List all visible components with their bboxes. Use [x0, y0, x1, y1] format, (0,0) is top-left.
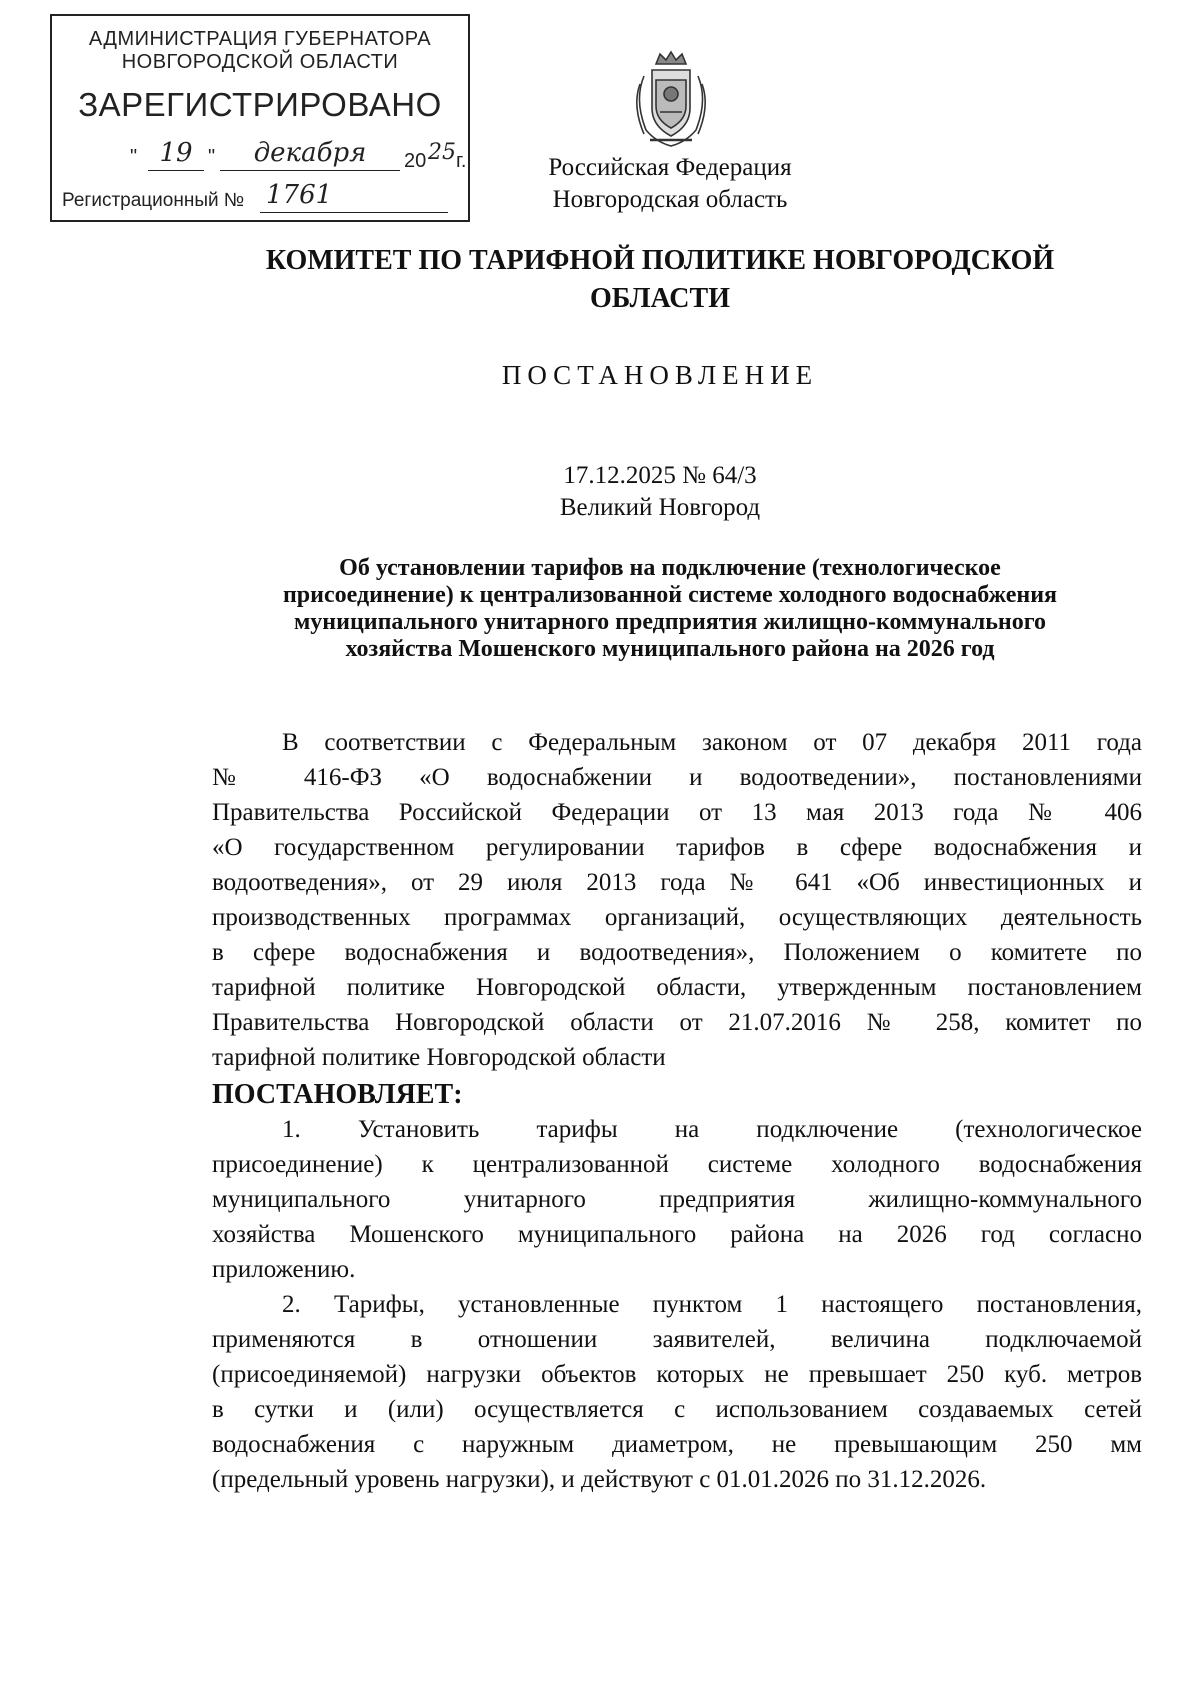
- committee-title-line1: КОМИТЕТ ПО ТАРИФНОЙ ПОЛИТИКЕ НОВГОРОДСКОЙ: [265, 245, 1055, 276]
- stamp-registration: [62, 180, 462, 212]
- registration-stamp: [50, 14, 470, 222]
- body-line: водоотведения», от 29 июля 2013 года № 641 «Об инвестиционных и: [212, 869, 1142, 896]
- body-line: № 416-ФЗ «О водоснабжении и водоотведении», постановлениями: [212, 764, 1142, 791]
- city: Великий Новгород: [559, 494, 761, 521]
- item1-line: 1. Установить тарифы на подключение (технологическое: [282, 1116, 1142, 1143]
- header-region: [540, 152, 800, 216]
- stamp-year-suffix: 25: [428, 140, 456, 165]
- title-line: присоединение) к централизованной системе холодного водоснабжения: [282, 582, 1058, 608]
- decree-heading: ПОСТАНОВЛЯЕТ:: [212, 1079, 463, 1110]
- date-and-number: 17.12.2025 № 64/3: [563, 462, 757, 489]
- country-name: Российская Федерация: [548, 154, 792, 181]
- item2-line: применяются в отношении заявителей, величина подключаемой: [212, 1326, 1142, 1353]
- item1-line: приложению.: [212, 1256, 356, 1283]
- item2-line: 2. Тарифы, установленные пунктом 1 настоящего постановления,: [282, 1291, 1142, 1318]
- committee-title: [240, 242, 1080, 318]
- stamp-date: [82, 138, 467, 180]
- stamp-month: декабря: [220, 138, 400, 171]
- body-line: тарифной политике Новгородской области, утвержденным постановлением: [212, 974, 1142, 1001]
- item2-line: (присоединяемой) нагрузки объектов которых не превышает 250 куб. метров: [212, 1361, 1142, 1388]
- stamp-year-prefix: 20: [404, 150, 427, 172]
- stamp-line-region: НОВГОРОДСКОЙ ОБЛАСТИ: [121, 51, 399, 73]
- body-line: «О государственном регулировании тарифов в сфере водоснабжения и: [212, 834, 1142, 861]
- stamp-registered: ЗАРЕГИСТРИРОВАНО: [78, 86, 442, 123]
- committee-title-line2: ОБЛАСТИ: [590, 283, 730, 314]
- stamp-line-administration: АДМИНИСТРАЦИЯ ГУБЕРНАТОРА: [88, 28, 432, 50]
- stamp-quote-close: ": [208, 146, 216, 168]
- item1-line: муниципального унитарного предприятия жилищно-коммунального: [212, 1186, 1142, 1213]
- item2-line: водоснабжения с наружным диаметром, не превышающим 250 мм: [212, 1431, 1142, 1458]
- stamp-quote-open: ": [130, 146, 138, 168]
- stamp-day: 19: [148, 138, 204, 171]
- document-title: [230, 555, 1110, 663]
- item1-line: хозяйства Мошенского муниципального района на 2026 год согласно: [212, 1221, 1142, 1248]
- item1-line: присоединение) к централизованной системе холодного водоснабжения: [212, 1151, 1142, 1178]
- stamp-reg-label: Регистрационный №: [62, 190, 245, 211]
- title-line: муниципального унитарного предприятия жилищно-коммунального: [293, 609, 1047, 635]
- stamp-reg-number: 1761: [260, 180, 448, 213]
- title-line: Об установлении тарифов на подключение (технологическое: [339, 555, 1001, 581]
- item2-line: в сутки и (или) осуществляется с использованием создаваемых сетей: [212, 1396, 1142, 1423]
- document-body: [212, 725, 1142, 1497]
- body-line: производственных программах организаций, осуществляющих деятельность: [212, 904, 1142, 931]
- region-name: Новгородская область: [552, 186, 788, 213]
- body-line: тарифной политике Новгородской области: [212, 1044, 666, 1071]
- body-line: В соответствии с Федеральным законом от 07 декабря 2011 года: [282, 729, 1142, 756]
- item2-line: (предельный уровень нагрузки), и действуют с 01.01.2026 по 31.12.2026.: [212, 1466, 987, 1493]
- body-line: в сфере водоснабжения и водоотведения», Положением о комитете по: [212, 939, 1142, 966]
- stamp-year-unit: г.: [456, 150, 467, 172]
- document-date-number: [440, 460, 880, 524]
- body-line: Правительства Российской Федерации от 13 мая 2013 года № 406: [212, 799, 1142, 826]
- coat-of-arms-icon: [626, 50, 716, 150]
- document-type: ПОСТАНОВЛЕНИЕ: [501, 360, 819, 390]
- body-line: Правительства Новгородской области от 21.07.2016 № 258, комитет по: [212, 1009, 1142, 1036]
- title-line: хозяйства Мошенского муниципального района на 2026 год: [345, 636, 995, 662]
